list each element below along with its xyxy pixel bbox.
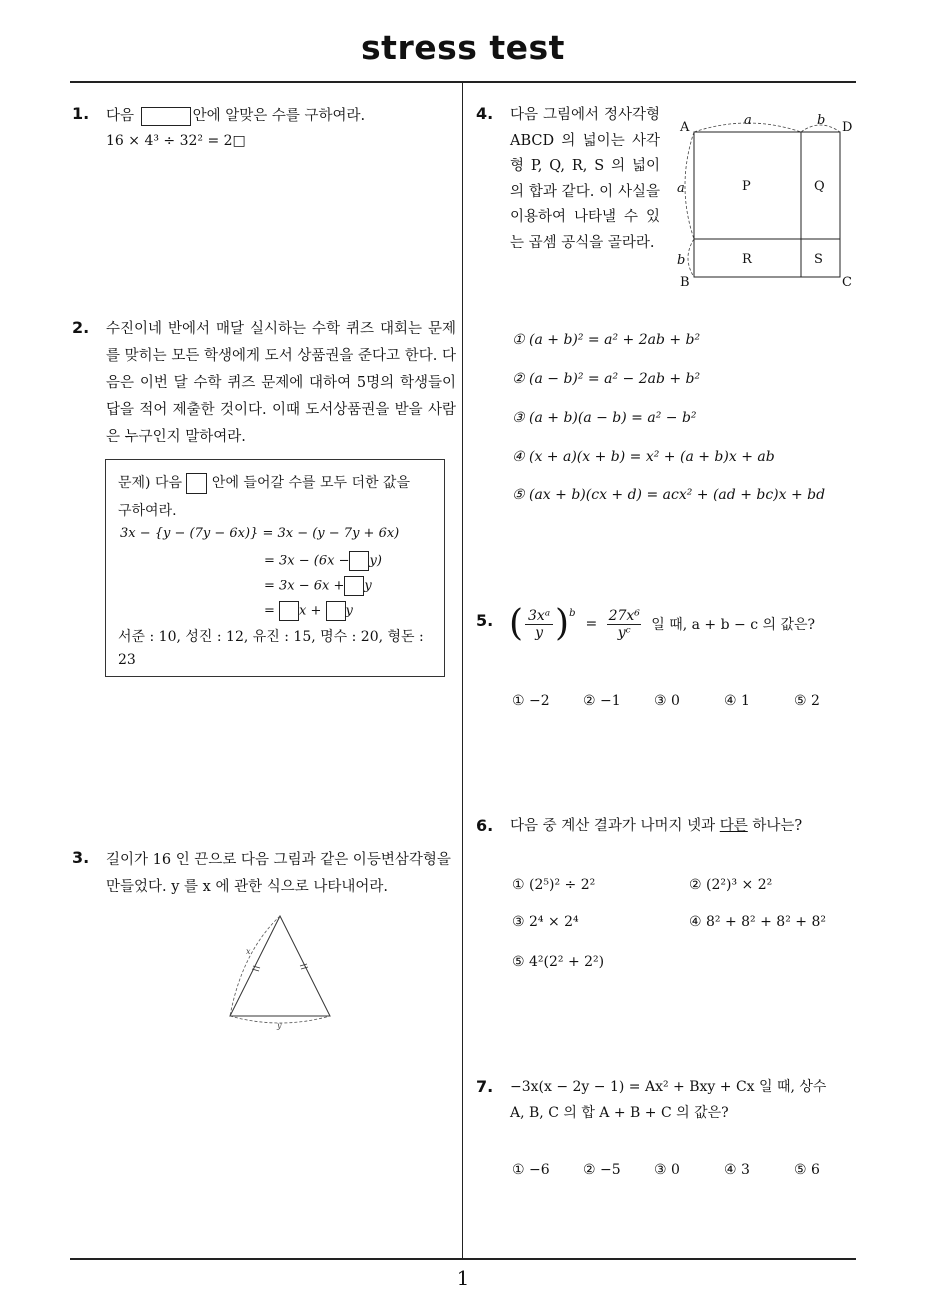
q4-option-3[interactable]: ③ (a + b)(a − b) = a² − b² [512, 410, 697, 426]
q6-number: 6. [476, 816, 494, 835]
page-title: stress test [361, 28, 565, 67]
q6-option-1[interactable]: ① (2⁵)² ÷ 2² [512, 877, 596, 893]
q3-number: 3. [72, 848, 90, 867]
q5-number: 5. [476, 611, 494, 630]
q5-frac2-num: 27x⁶ [608, 607, 640, 624]
q4-vertex-B: B [680, 275, 690, 288]
q1-text [106, 104, 446, 154]
q2-blank-box [186, 473, 207, 494]
q7-option-4[interactable]: ④ 3 [724, 1162, 750, 1178]
q2-eq2 [264, 551, 382, 571]
q6-option-3[interactable]: ③ 2⁴ × 2⁴ [512, 914, 579, 930]
q4-region-R: R [742, 252, 752, 267]
q7-option-2[interactable]: ② −5 [583, 1162, 621, 1178]
q2-answers-line1: 서준 : 10, 성진 : 12, 유진 : 15, 명수 : 20, 형돈 : [118, 629, 424, 645]
q2-eq3b: y [364, 578, 372, 594]
q4-option-1[interactable]: ① (a + b)² = a² + 2ab + b² [512, 332, 701, 348]
q5-option-2[interactable]: ② −1 [583, 693, 621, 709]
q2-eq3 [264, 576, 372, 596]
q4-region-P: P [742, 179, 751, 194]
q2-box-intro-c: 구하여라. [118, 503, 177, 519]
footer-rule [70, 1258, 856, 1260]
q4-vertex-A: A [680, 120, 690, 135]
q2-box-intro-a: 문제) 다음 [118, 475, 183, 491]
q4-vertex-C: C [842, 275, 852, 288]
q2-eq4c: y [345, 603, 353, 619]
q5-option-3[interactable]: ③ 0 [654, 693, 680, 709]
q4-label-b-top: b [817, 113, 826, 128]
q7-option-1[interactable]: ① −6 [512, 1162, 550, 1178]
q6-text-b: 하나는? [752, 818, 803, 834]
q5-frac1-den: y [535, 624, 543, 641]
q2-eq3a: = 3x − 6x + [264, 578, 345, 594]
q1-text-after: 안에 알맞은 수를 구하여라. [192, 108, 366, 124]
q3-label-x: x [246, 947, 251, 956]
q5-text: 일 때, a + b − c 의 값은? [651, 617, 816, 633]
q6-text-a: 다음 중 계산 결과가 나머지 넷과 [510, 818, 716, 834]
page-number: 1 [456, 1266, 470, 1290]
q2-box-intro-b: 안에 들어갈 수를 모두 더한 값을 [211, 475, 410, 491]
q5-frac2-den: yᶜ [617, 624, 631, 641]
q2-eq2b: y) [369, 553, 382, 569]
q2-eq1: 3x − {y − (7y − 6x)} = 3x − (y − 7y + 6x) [120, 526, 400, 541]
q4-label-b-left: b [677, 253, 686, 268]
q2-eq3-blank [344, 576, 364, 596]
q3-text: 길이가 16 인 끈으로 다음 그림과 같은 이등변삼각형을 만들었다. y 를 x 에 관한 식으로 나타내어라. [106, 852, 451, 895]
q2-eq4 [264, 601, 353, 621]
q4-text: 다음 그림에서 정사각형 ABCD 의 넓이는 사각형 P, Q, R, S 의 넓이의 합과 같다. 이 사실을 이용하여 나타낼 수 있는 곱셈 공식을 골라라. [510, 107, 660, 251]
q2-eq2a: = 3x − (6x − [264, 553, 350, 569]
column-divider [462, 83, 463, 1260]
q4-option-4[interactable]: ④ (x + a)(x + b) = x² + (a + b)x + ab [512, 449, 775, 465]
q6-option-5[interactable]: ⑤ 4²(2² + 2²) [512, 954, 605, 970]
q2-problem-box [105, 459, 445, 677]
q2-eq4-blank2 [326, 601, 346, 621]
q4-vertex-D: D [842, 120, 853, 135]
q4-label-a-top: a [744, 113, 752, 128]
q3-label-y: y [277, 1021, 282, 1030]
q6-option-2[interactable]: ② (2²)³ × 2² [689, 877, 773, 893]
q2-answers-line2: 23 [118, 652, 136, 668]
q5-frac1-num: 3xᵃ [528, 607, 551, 624]
q2-number: 2. [72, 318, 90, 337]
q7-option-5[interactable]: ⑤ 6 [794, 1162, 820, 1178]
q5-option-4[interactable]: ④ 1 [724, 693, 750, 709]
q2-eq4b: x + [299, 603, 322, 619]
q7-line1: −3x(x − 2y − 1) = Ax² + Bxy + Cx 일 때, 상수 [510, 1079, 827, 1095]
q4-region-Q: Q [814, 179, 825, 194]
q6-text [510, 814, 802, 839]
q2-eq4a: = [264, 603, 275, 619]
q5-option-5[interactable]: ⑤ 2 [794, 693, 820, 709]
q1-text-before: 다음 [106, 108, 135, 124]
q4-label-a-left: a [677, 181, 685, 196]
q2-eq4-blank1 [279, 601, 299, 621]
q7-line2: A, B, C 의 합 A + B + C 의 값은? [510, 1105, 729, 1121]
q7-option-3[interactable]: ③ 0 [654, 1162, 680, 1178]
q5-expression: ( 3xᵃ y ) b = 27x⁶ yᶜ 일 때, a + b − c 의 값은? [509, 603, 816, 644]
q4-option-5[interactable]: ⑤ (ax + b)(cx + d) = acx² + (ad + bc)x + bd [512, 487, 826, 503]
q4-number: 4. [476, 104, 494, 123]
q1-blank-box [141, 107, 191, 126]
q6-text-underlined: 다른 [719, 818, 748, 834]
q1-expression: 16 × 4³ ÷ 32² = 2□ [106, 133, 246, 149]
q7-number: 7. [476, 1077, 494, 1096]
q5-option-1[interactable]: ① −2 [512, 693, 550, 709]
q2-text: 수진이네 반에서 매달 실시하는 수학 퀴즈 대회는 문제를 맞히는 모든 학생에게 도서 상품권을 준다고 한다. 다음은 이번 달 수학 퀴즈 문제에 대하여 5명의 학생들이 답을 적어 제출한 것이다. 이때 도서상품권을 받을 사람은 누구인지 말하여라. [106, 321, 456, 445]
q5-exp: b [569, 608, 576, 619]
q6-option-4[interactable]: ④ 8² + 8² + 8² + 8² [689, 914, 826, 930]
q2-box-intro [118, 472, 410, 494]
q4-option-2[interactable]: ② (a − b)² = a² − 2ab + b² [512, 371, 701, 387]
q4-square-figure [670, 108, 860, 288]
q3-triangle-figure [220, 912, 360, 1037]
q4-region-S: S [814, 252, 823, 267]
q2-eq2-blank [349, 551, 369, 571]
q1-number: 1. [72, 104, 90, 123]
